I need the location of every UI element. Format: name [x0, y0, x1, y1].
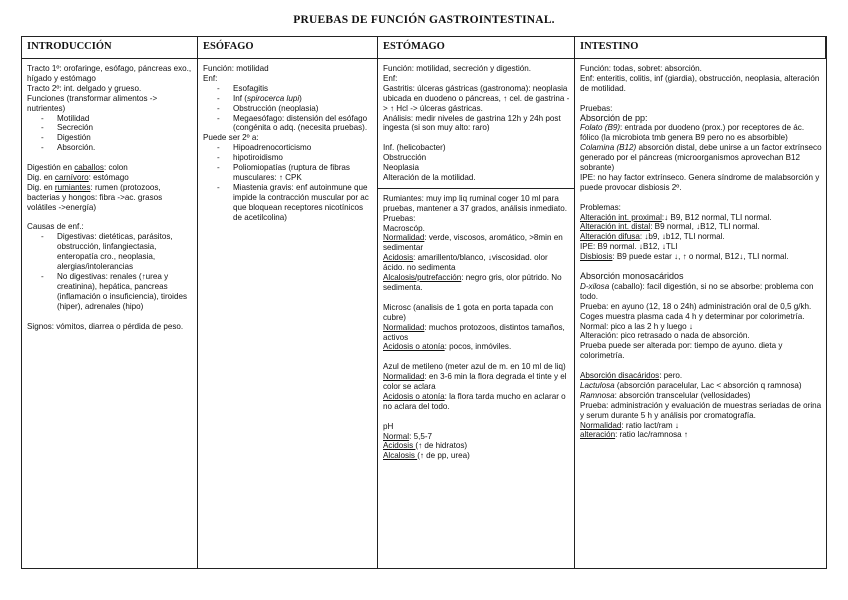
enf-inf: Inf. (helicobacter)	[383, 143, 446, 153]
azul-normalidad: Normalidad: en 3-6 min la flora degrada el tinte y el color se aclara	[383, 372, 567, 392]
secundario-item: - Hipoadrenocorticismo	[203, 143, 373, 153]
ipe: IPE: no hay factor extrínseco. Genera síndrome de malabsorción y puede provocar disbiosis 2º.	[580, 172, 820, 192]
digestion-rumiantes: Dig. en rumiantes: rumen (protozoos, bacterias y hongos: fibra ->ac. grasos volátiles ->energía)	[27, 182, 163, 212]
absorcion-pp: Absorción de pp:	[580, 112, 648, 123]
rumiantes: Rumiantes: muy imp liq ruminal coger 10 ml para pruebas, mantener a 37 grados, análisis inmediato.	[383, 193, 568, 213]
azul-acidosis: Acidosis o atonía: la flora tarda mucho en aclarar o no aclara del todo.	[383, 391, 566, 411]
causa-no-digestivas: - No digestivas: renales (↑urea y creatinina), hepática, pancreas (inflamación o insuficiencia), tiroides (hiper), adrenales (hipo)	[27, 272, 193, 312]
enf-obstruccion: Obstrucción	[383, 153, 427, 163]
causa-digestivas: - Digestivas: dietéticas, parásitos, obstrucción, linfangiectasia, enteropatía cro., neoplasia, alergias/intolerancias	[27, 232, 193, 272]
macro-acidosis: Acidosis: amarillento/blanco, ↓viscosidad. olor ácido. no sedimenta	[383, 253, 548, 273]
lactulosa: Lactulosa (absorción paracelular, Lac < absorción q ramnosa)	[580, 380, 802, 390]
disacaridos-normalidad: Normalidad: ratio lact/ram ↓	[580, 420, 679, 430]
intestino-pruebas: Pruebas:	[580, 103, 613, 113]
problema-difusa: Alteración difusa: ↓b9, ↓b12, TLI normal.	[580, 232, 725, 242]
intro-functions: Funciones (transformar alimentos -> nutrientes)	[27, 93, 158, 113]
causas-heading: Causas de enf.:	[27, 222, 84, 232]
disacaridos-prueba: Prueba: administración y evaluación de muestras seriadas de orina y serum durante 5 h y análisis por cromatografía.	[580, 400, 822, 420]
function-table	[21, 36, 827, 569]
esofago-enf: Enf:	[203, 73, 218, 83]
enf-item: - Obstrucción (neoplasia)	[203, 104, 373, 114]
problema-proximal: Alteración int. proximal:↓ B9, B12 normal, TLI normal.	[580, 212, 772, 222]
ramnosa: Ramnosa: absorción transcelular (vellosidades)	[580, 390, 751, 400]
ph-normal: Normal: 5,5-7	[383, 431, 433, 441]
header-intestino: INTESTINO	[575, 37, 826, 59]
micro-acidosis: Acidosis o atonía: pocos, inmóviles.	[383, 342, 512, 352]
problemas: Problemas:	[580, 202, 621, 212]
folato: Folato (B9): entrada por duodeno (prox.) por receptores de ác. fólico (la microbiota tmb genera B9 pero no es absorbible)	[580, 123, 805, 143]
xilosa-alteracion: Alteración: pico retrasado o nada de absorción.	[580, 331, 750, 341]
ph-heading: pH	[383, 421, 394, 431]
enf-item: - Esofagitis	[203, 84, 373, 94]
intro-tract2: Tracto 2º: int. delgado y grueso.	[27, 83, 142, 93]
header-esofago: ESÓFAGO	[198, 37, 378, 59]
column-intestino	[575, 59, 826, 568]
digestion-carnivoro: Dig. en carnívoro: estómago	[27, 172, 129, 182]
column-estomago	[378, 59, 575, 568]
page-title: PRUEBAS DE FUNCIÓN GASTROINTESTINAL.	[293, 14, 555, 26]
xilosa-normal: Normal: pico a las 2 h y luego ↓	[580, 321, 693, 331]
esofago-secundario: Puede ser 2º a:	[203, 133, 259, 143]
function-item: - Motilidad	[27, 114, 193, 124]
estomago-funcion: Función: motilidad, secreción y digestión.	[383, 64, 532, 73]
microscopia: Microsc (analisis de 1 gota en porta tapada con cubre)	[383, 302, 554, 322]
absorcion-monosacaridos: Absorción monosacáridos	[580, 270, 684, 281]
problema-ipe: IPE: B9 normal. ↓B12, ↓TLI	[580, 242, 678, 252]
secundario-item: - hipotiroidismo	[203, 153, 373, 163]
problema-disbiosis: Disbiosis: B9 puede estar ↓, ↑ o normal, B12↓, TLI normal.	[580, 252, 789, 262]
esofago-funcion: Función: motilidad	[203, 64, 269, 73]
analisis: Análisis: medir niveles de gastrina 12h y 24h post ingesta (si son muy alto: raro)	[383, 113, 561, 133]
intestino-enf: Enf: enteritis, colitis, inf (giardia), obstrucción, neoplasia, alteración de motilidad.	[580, 73, 820, 93]
absorcion-disacaridos: Absorción disacáridos: pero.	[580, 371, 683, 381]
digestion-caballos: Digestión en caballos: colon	[27, 163, 128, 173]
azul-metileno: Azul de metileno (meter azul de m. en 10 ml de liq)	[383, 362, 566, 372]
problema-distal: Alteración int. distal: B9 normal, ↓B12, TLI normal.	[580, 222, 760, 232]
ph-acidosis: Acidosis (↑ de hidratos)	[383, 441, 468, 451]
macro-normalidad: Normalidad: verde, viscosos, aromático, >8min en sedimentar	[383, 233, 563, 253]
function-item: - Absorción.	[27, 143, 193, 153]
column-introduccion	[22, 59, 198, 568]
secundario-item: - Poliomiopatías (ruptura de fibras musculares: ↑ CPK	[203, 163, 373, 183]
enf-neoplasia: Neoplasia	[383, 163, 419, 173]
signos: Signos: vómitos, diarrea o pérdida de peso.	[27, 321, 184, 331]
gastritis: Gastritis: úlceras gástricas (gastronoma): neoplasia ubicada en duodeno o páncreas, ↑ cel. de gastrina -> ↑ Hcl -> úlceras gástricas.	[383, 83, 570, 113]
ph-alcalosis: Alcalosis (↑ de pp, urea)	[383, 451, 470, 461]
secundario-item: - Miastenia gravis: enf autoinmune que impide la contracción muscular por ac que bloquean receptores nicotínicos de acetilcolina)	[203, 183, 373, 223]
xilosa-prueba: Prueba: en ayuno (12, 18 o 24h) administración oral de 0,5 g/kh. Coges muestra plasma cada 4 h y determinar por colorimetría.	[580, 301, 812, 321]
colamina: Colamina (B12) absorción distal, debe unirse a un factor extrínseco generado por el páncreas (microorganismos aprovechan B12 sobrante)	[580, 143, 822, 173]
disacaridos-alteracion: alteración: ratio lac/ramnosa ↑	[580, 430, 688, 440]
column-esofago	[198, 59, 378, 568]
function-item: - Digestión	[27, 133, 193, 143]
macroscopia: Macroscóp.	[383, 223, 425, 233]
intro-tract1: Tracto 1º: orofaringe, esófago, páncreas exo., hígado y estómago	[27, 64, 192, 83]
micro-normalidad: Normalidad: muchos protozoos, distintos tamaños, activos	[383, 322, 565, 342]
enf-motilidad: Alteración de la motilidad.	[383, 172, 476, 182]
macro-alcalosis: Alcalosis/putrefacción: negro gris, olor pútrido. No sedimenta.	[383, 273, 562, 293]
enf-item: - Megaesófago: distensión del esófago (congénita o adq. (necesita pruebas).	[203, 114, 373, 134]
header-estomago: ESTÓMAGO	[378, 37, 575, 59]
intestino-funcion: Función: todas, sobret: absorción.	[580, 64, 702, 73]
header-introduccion: INTRODUCCIÓN	[22, 37, 198, 59]
xilosa: D-xilosa (caballo): facil digestión, si no se absorbe: problema con todo.	[580, 281, 814, 301]
xilosa-alterada: Prueba puede ser alterada por: tiempo de ayuno. dieta y colorimetría.	[580, 341, 783, 361]
estomago-enf: Enf:	[383, 73, 398, 83]
function-item: - Secreción	[27, 123, 193, 133]
pruebas: Pruebas:	[383, 213, 416, 223]
divider	[378, 188, 574, 189]
enf-item: - Inf (spirocerca lupi)	[203, 94, 373, 104]
